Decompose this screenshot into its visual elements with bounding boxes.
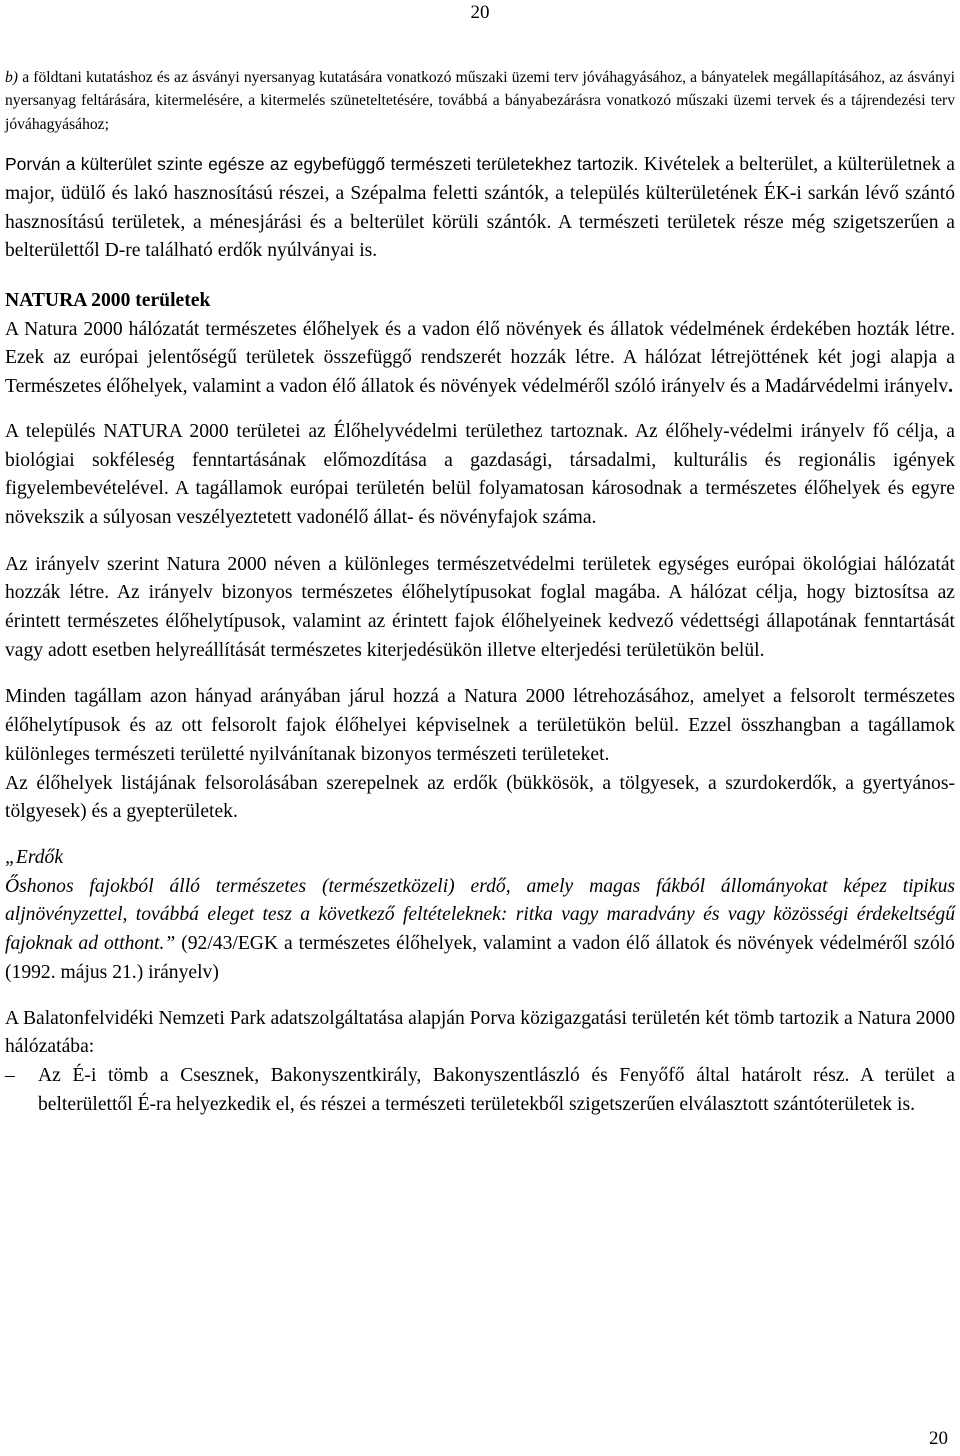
erdok-title-text: „Erdők <box>5 846 64 868</box>
page-number-bottom: 20 <box>929 1428 948 1449</box>
natura-heading-paragraph <box>5 287 955 316</box>
natura-intro-text: A Natura 2000 hálózatát természetes élőhelyek és a vadon élő növények és állatok védelmének érdekében hozták létre. Ezek az európai jelentőségű területek összefüggő rendszerét hozzák létre. A hálózat létrejöttének két jogi alapja a Természetes élőhelyek, valamint a vadon élő állatok és növények védelméről szóló irányelv és a Madárvédelmi irányelv <box>5 318 955 398</box>
law-item-text: a földtani kutatáshoz és az ásványi nyersanyag kutatására vonatkozó műszaki üzemi terv jóváhagyásához, a bányatelek megállapításához, az ásványi nyersanyag feltárására, kitermelésére, a kitermelés szüneteltetésére, továbbá a bányabezárásra vonatkozó műszaki üzemi tervek és a tájrendezési terv jóváhagyásához; <box>5 69 955 133</box>
page-number-top: 20 <box>470 2 490 23</box>
erdok-quote-paragraph <box>5 873 955 988</box>
erdok-source: (92/43/EGK a természetes élőhelyek, valamint a vadon élő állatok és növények védelméről szóló (1992. május 21.) irányelv) <box>5 933 955 983</box>
law-item-b <box>5 66 955 136</box>
natura-habitats-paragraph: Az élőhelyek listájának felsorolásában szerepelnek az erdők (bükkösök, a tölgyesek, a szurdokerdők, a gyertyános-tölgyesek) és a gyepterületek. <box>5 772 955 823</box>
natura-heading: NATURA 2000 területek <box>5 290 211 312</box>
balaton-paragraph: A Balatonfelvidéki Nemzeti Park adatszolgáltatása alapján Porva közigazgatási területén két tömb tartozik a Natura 2000 hálózatába: <box>5 1007 955 1058</box>
natura-block-list-item <box>5 1062 955 1119</box>
natura-member-states-paragraph: Minden tagállam azon hányad arányában járul hozzá a Natura 2000 létrehozásához, amelyet a felsorolt természetes élőhelytípusok és az ott felsorolt fajok élőhelyei képviselnek a területükön belül. Ezzel összhangban a tagállamok különleges természeti területté nyilvánítanak bizonyos természeti területeket. <box>5 686 955 765</box>
porva-exceptions: Kivételek a belterület, a külterületnek a major, üdülő és lakó hasznosítású részei, a Szépalma feletti szántók, a település külterületének ÉK-i sarkán lévő szántó hasznosítású területek, a ménesjárási és a belterület körüli szántók. A természeti területek része még szigetszerűen a belterülettől D-re található erdők nyúlványai is. <box>5 154 955 262</box>
natura-intro-period: . <box>948 376 954 398</box>
natura-block-description: Az É-i tömb a Csesznek, Bakonyszentkirály, Bakonyszentlászló és Fenyőfő által határolt rész. A terület a belterülettől É-ra helyezkedik el, és részei a természeti területekből szigetszerűen elválasztott szántóterületek is. <box>38 1064 955 1115</box>
natura-directive-paragraph: Az irányelv szerint Natura 2000 néven a különleges természetvédelmi területek egységes európai ökológiai hálózatát hozzák létre. Az irányelv bizonyos természetes élőhelytípusokat foglal magába. A hálózat célja, hogy biztosítsa az érintett természetes élőhelytípusok, valamint az érintett fajok élőhelyeinek kedvező védettségi állapotának fenntartását vagy adott esetben helyreállítását természetes kiterjedésükön illetve elterjedési területükön belül. <box>5 553 955 661</box>
erdok-title <box>5 844 955 873</box>
list-dash-marker: – <box>5 1064 15 1086</box>
natura-intro <box>5 316 955 402</box>
erdok-quote: Őshonos fajokból álló természetes (természetközeli) erdő, amely magas fákból állományokat képez tipikus aljnövényzettel, továbbá eleget tesz a következő feltételeknek: ritka vagy maradvány és vagy közösségi érdekeltségű fajoknak ad otthont.” <box>5 875 955 955</box>
porva-sentence-arial: Porván a külterület szinte egésze az egybefüggő természeti területekhez tartozik. <box>5 154 639 175</box>
natura-settlement-paragraph: A település NATURA 2000 területei az Élőhelyvédelmi területhez tartoznak. Az élőhely-védelmi irányelv fő célja, a biológiai sokféleség fenntartásának előmozdítása a gazdasági, társadalmi, kulturális és regionális igények figyelembevételével. A tagállamok európai területén belül folyamatosan károsodnak a természetes élőhelyek és egyre növekszik a súlyosan veszélyeztetett vadonélő állat- és növényfajok száma. <box>5 420 955 528</box>
law-item-label: b) <box>5 69 18 86</box>
document-body <box>5 66 955 1119</box>
porva-paragraph <box>5 150 955 266</box>
